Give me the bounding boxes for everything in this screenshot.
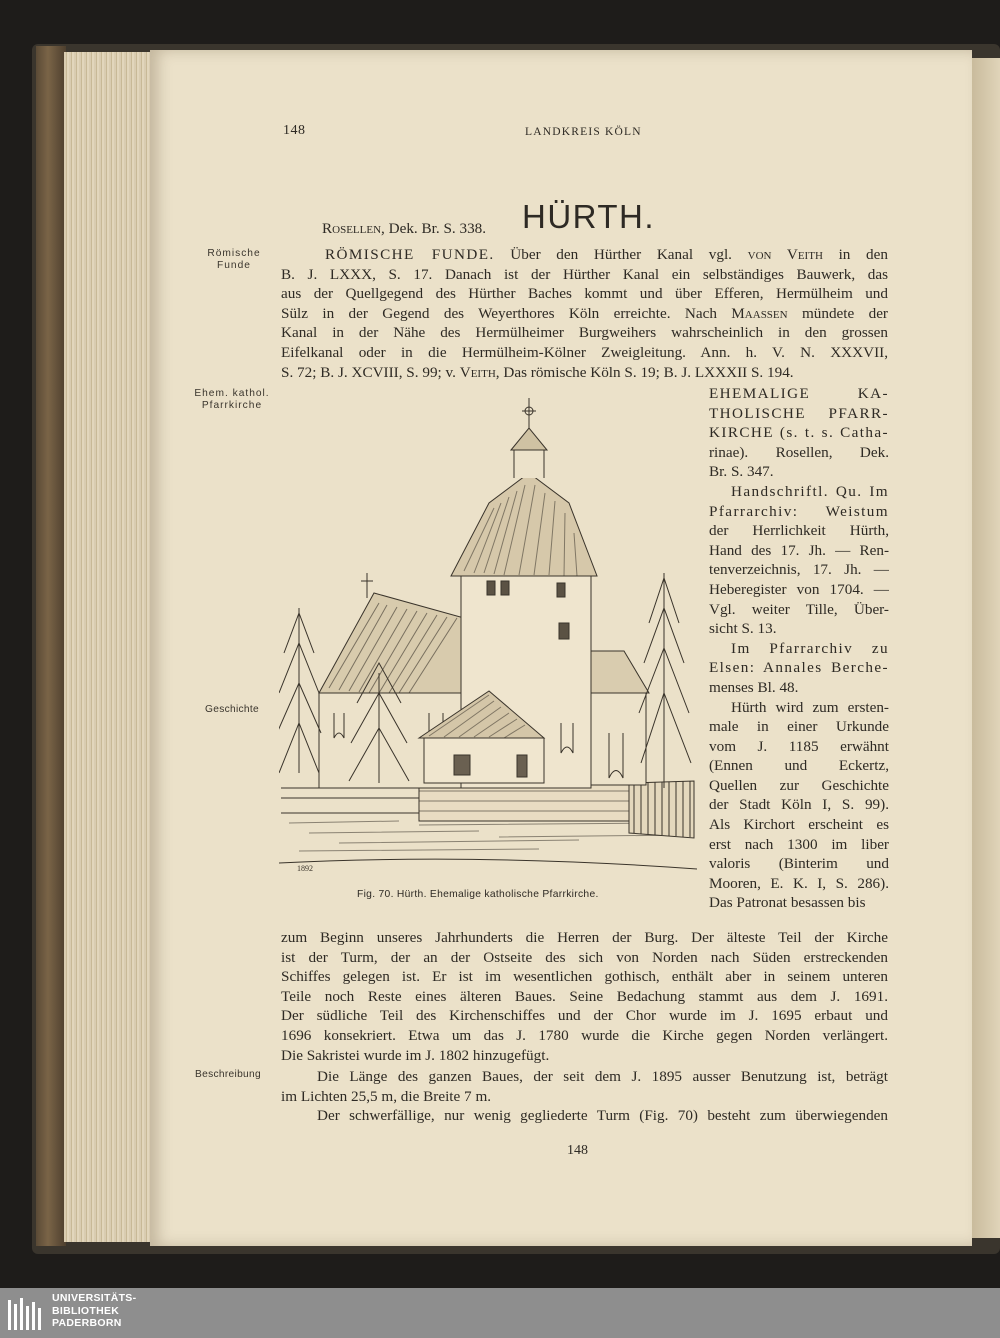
church-illustration <box>279 393 697 881</box>
tower-window <box>559 623 569 639</box>
text-line: Schiffes gelegen ist. Er ist im wesentlichen gothisch, enthält aber in seinem unteren <box>281 968 888 986</box>
text-line: Der südliche Teil des Kirchenschiffes und der Chor wurde im J. 1695 erbaut und <box>281 1007 888 1025</box>
right-column-line: Als Kirchort erscheint es <box>709 816 889 834</box>
right-column-line: Br. S. 347. <box>709 463 774 481</box>
tree-left <box>279 608 321 773</box>
text-line: Die Länge des ganzen Baues, der seit dem J. 1895 ausser Benutzung ist, beträgt <box>317 1068 888 1085</box>
text-line: 1696 konsekriert. Etwa um das J. 1780 wurde die Kirche gegen Norden verlängert. <box>281 1026 888 1044</box>
reference-text: , Dek. Br. S. 338. <box>381 220 487 237</box>
library-name-line: UNIVERSITÄTS- <box>52 1292 137 1304</box>
tower-window <box>557 583 565 597</box>
fence <box>629 781 694 838</box>
paragraph-roemische-funde <box>281 245 888 382</box>
margin-note-line: Römische <box>207 248 261 259</box>
right-column-line: rinae). Rosellen, Dek. <box>709 443 889 461</box>
margin-note-beschreibung: Beschreibung <box>195 1069 261 1080</box>
text-line <box>281 363 888 383</box>
library-name <box>52 1292 136 1330</box>
right-column-line: male in einer Urkunde <box>709 718 889 736</box>
library-footer-bar <box>0 1288 1000 1338</box>
text-span: S. 72; B. J. XCVIII, S. 99; v. <box>281 363 460 381</box>
margin-note-line: Ehem. kathol. <box>194 388 270 399</box>
right-column-line: der Stadt Köln I, S. 99). <box>709 796 889 814</box>
sacristy-door <box>517 755 527 777</box>
right-column-line: Vgl. weiter Tille, Über- <box>709 600 889 618</box>
tower-window <box>487 581 495 595</box>
nave-cross <box>361 573 373 598</box>
page-stack <box>64 52 154 1242</box>
author-name: Veith <box>459 363 496 381</box>
text-span: Sülz in der Gegend des Weyerthores Köln erreichte. Nach <box>281 304 732 322</box>
right-column-line: Pfarrarchiv: Weistum <box>709 502 889 520</box>
text-line <box>281 245 888 265</box>
page-title: HÜRTH. <box>522 198 656 236</box>
right-column-line: valoris (Binterim und <box>709 855 889 873</box>
margin-note-kirche <box>184 388 280 412</box>
right-column-line: Hand des 17. Jh. — Ren- <box>709 541 889 559</box>
author-name: von Veith <box>747 246 823 263</box>
text-line: Teile noch Reste eines älteren Baues. Seine Bedachung stammt aus dem J. 1691. <box>281 987 888 1005</box>
footer-page-number: 148 <box>567 1143 588 1158</box>
margin-note-roemische-funde <box>196 248 272 272</box>
right-column-line: tenverzeichnis, 17. Jh. — <box>709 561 889 579</box>
lantern <box>514 448 544 478</box>
author-name: Rosellen <box>322 220 382 237</box>
nave-roof <box>319 593 464 693</box>
right-column-line: der Herrlichkeit Hürth, <box>709 522 889 540</box>
church-drawing <box>279 393 697 881</box>
paragraph-beschreibung <box>281 1067 888 1126</box>
text-line: Kanal in der Nähe des Hermülheimer Burgweihers wahrscheinlich in den grossen <box>281 324 888 342</box>
chapel-roof <box>591 651 649 693</box>
library-logo-icon <box>6 1294 46 1334</box>
library-name-line: BIBLIOTHEK <box>52 1304 120 1317</box>
header-page-number: 148 <box>283 123 306 138</box>
text-line: Eifelkanal oder in die Hermülheim-Kölner Zweigleitung. Ann. h. V. N. XXXVII, <box>281 343 888 361</box>
paragraph-geschichte-continued <box>281 928 888 1065</box>
margin-note-geschichte: Geschichte <box>205 704 259 715</box>
right-column-line: Handschriftl. Qu. Im <box>731 482 889 500</box>
intro-reference <box>322 219 486 239</box>
text-line: Der schwerfällige, nur wenig gegliederte Turm (Fig. 70) besteht zum überwiegenden <box>317 1107 888 1125</box>
right-column-line: Quellen zur Geschichte <box>709 776 889 794</box>
right-column-line: sicht S. 13. <box>709 620 777 638</box>
text-line: aus der Quellgegend des Hürther Baches kommt und über Efferen, Hermülheim und <box>281 285 888 303</box>
right-column-line: Elsen: Annales Berche- <box>709 659 889 677</box>
artist-signature: 1892 <box>297 864 313 873</box>
right-column-line: Hürth wird zum ersten- <box>731 698 889 716</box>
right-column-line: menses Bl. 48. <box>709 678 799 696</box>
text-line: B. J. LXXX, S. 17. Danach ist der Hürther Kanal ein selbständiges Bauwerk, das <box>281 265 888 283</box>
right-column-line: Mooren, E. K. I, S. 286). <box>709 874 889 892</box>
text-line: im Lichten 25,5 m, die Breite 7 m. <box>281 1087 492 1105</box>
margin-note-line: Funde <box>217 260 251 271</box>
right-column-line: Heberegister von 1704. — <box>709 580 889 598</box>
right-column-line: erst nach 1300 im liber <box>709 835 889 853</box>
author-name: Maassen <box>731 304 788 322</box>
cover-spine-marble <box>36 46 66 1246</box>
right-column-line: (Ennen und Eckertz, <box>709 757 889 775</box>
lantern-roof <box>511 428 547 450</box>
figure-caption: Fig. 70. Hürth. Ehemalige katholische Pfarrkirche. <box>357 889 599 900</box>
right-column-line: Das Patronat besassen bis <box>709 894 866 912</box>
tower-cross <box>522 398 536 428</box>
text-span: in den <box>822 246 888 263</box>
right-column-text <box>709 384 889 913</box>
section-heading: RÖMISCHE FUNDE. <box>325 246 495 263</box>
right-column-line: Im Pfarrarchiv zu <box>731 639 889 657</box>
tree-right <box>639 573 691 788</box>
right-column-line: EHEMALIGE KA- <box>709 385 889 402</box>
library-name-line: PADERBORN <box>52 1317 122 1329</box>
sacristy-window <box>454 755 470 775</box>
text-line: Die Sakristei wurde im J. 1802 hinzugefügt. <box>281 1046 550 1064</box>
right-column-line: THOLISCHE PFARR- <box>709 404 889 422</box>
right-column-line: vom J. 1185 erwähnt <box>709 737 889 755</box>
text-span: , Das römische Köln S. 19; B. J. LXXXII S. 194. <box>495 363 794 381</box>
margin-note-line: Pfarrkirche <box>201 400 263 411</box>
text-line: ist der Turm, der an der Ostseite des sich von Norden nach Süden erstreckenden <box>281 948 888 966</box>
running-title: LANDKREIS KÖLN <box>525 126 642 138</box>
text-span: Über den Hürther Kanal vgl. <box>494 246 748 263</box>
facing-page-edge <box>972 58 1000 1238</box>
right-column-line: KIRCHE (s. t. s. Catha- <box>709 424 889 442</box>
text-line: zum Beginn unseres Jahrhunderts die Herren der Burg. Der älteste Teil der Kirche <box>281 929 888 946</box>
text-line <box>281 304 888 324</box>
tower-window <box>501 581 509 595</box>
text-span: mündete der <box>787 304 888 322</box>
